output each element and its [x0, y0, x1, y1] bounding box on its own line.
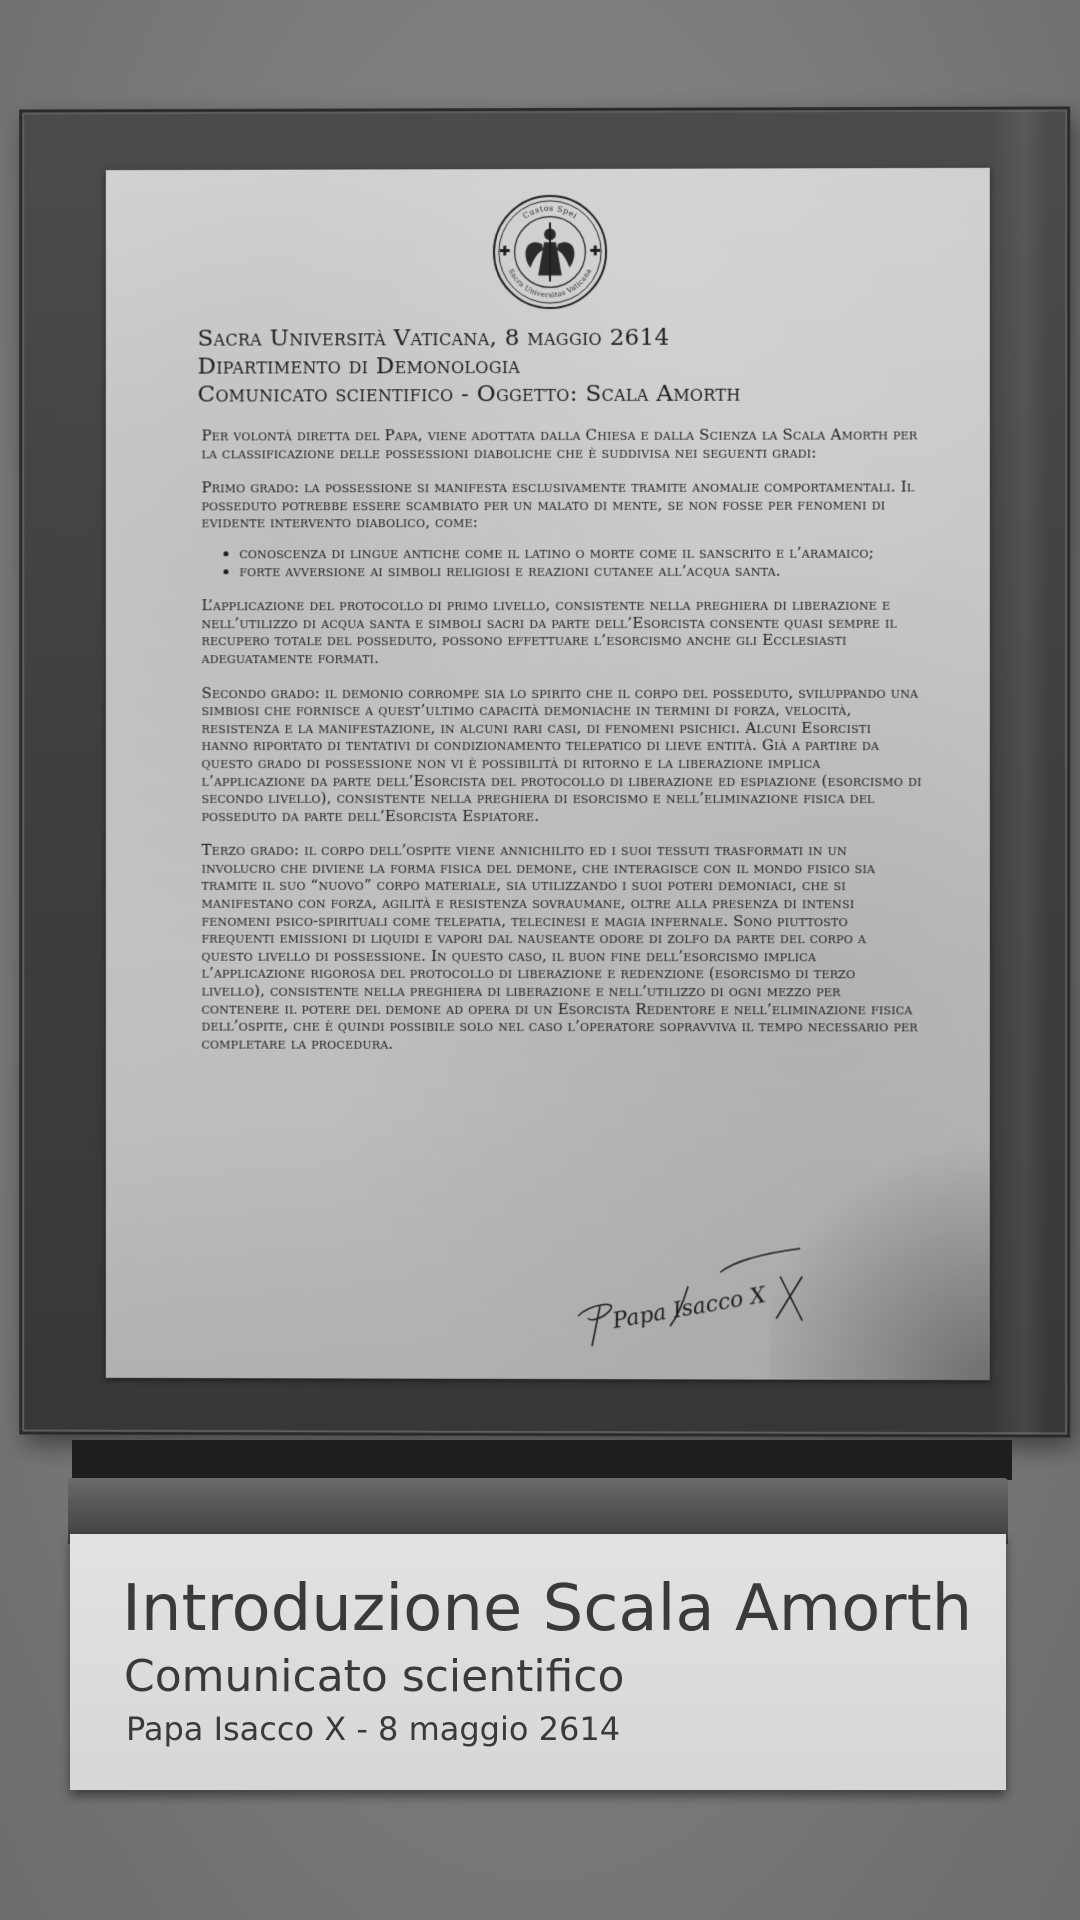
- angel-icon: [526, 222, 575, 281]
- header-line-university: Sacra Università Vaticana, 8 maggio 2614: [197, 324, 670, 352]
- svg-text:Custos Spei: [521, 204, 579, 221]
- grade3-paragraph: Terzo grado: il corpo dell’ospite viene annichilito ed i suoi tessuti trasformati in un involucro che diviene la forma fisica del demone, che interagisce con il mondo fisico sia tramite il suo “nuovo” corpo materiale, sia utilizzando i suoi poteri demoniaci, che si manifestano con forza, agilità e resistenza sovraumane, oltre alla presenza di intensi fenomeni psico-spirituali come telepatia, telecinesi e magia infernale. Sono piuttosto frequenti emissioni di liquidi e vapori dal nauseante odore di zolfo da parte del corpo a questo livello di possessione. In questo caso, il buon fine dell’esorcismo implica l’applicazione rigorosa del protocollo di liberazione e redenzione (esorcismo di terzo livello), consistente nella preghiera di liberazione e nell’utilizzo di ogni mezzo per contenere il potere del demone ad opera di un Esorcista Redentore e nell’eliminazione fisica dell’ospite, che è quindi possibile solo nel caso l’operatore sopravviva il tempo necessario per completare la procedura.: [201, 841, 918, 1053]
- vatican-seal: [491, 193, 609, 311]
- picture-frame: [19, 106, 1070, 1437]
- frame-glare: [989, 110, 1049, 1435]
- letter-body: [202, 426, 922, 1070]
- list-item: • forte avversione ai simboli religiosi e reazioni cutanee all’acqua santa.: [239, 562, 921, 580]
- plaque-subtitle: Comunicato scientifico: [124, 1651, 625, 1702]
- grade1-paragraph: Primo grado: la possessione si manifesta esclusivamente tramite anomalie comportamentali. Il posseduto potrebbe essere scambiato per un malato di mente, se non fosse per fenomeni di evidente intervento diabolico, come:: [201, 477, 915, 532]
- plaque-title: Introduzione Scala Amorth: [122, 1572, 973, 1646]
- document-paper: [106, 168, 990, 1380]
- list-item: • conoscenza di lingue antiche come il latino o morte come il sanscrito e l’aramaico;: [239, 545, 921, 563]
- header-line-department: Dipartimento di Demonologia: [197, 353, 521, 380]
- seal-text-bottom: Sacra Universitas Vaticana: [506, 267, 594, 300]
- header-line-subject: Comunicato scientifico - Oggetto: Scala Amorth: [197, 380, 741, 408]
- intro-paragraph: Per volontà diretta del Papa, viene adottata dalla Chiesa e dalla Scienza la Scala Amorth per la classificazione delle possessioni diaboliche che è suddivisa nei seguenti gradi:: [201, 425, 918, 463]
- grade1-protocol-paragraph: L’applicazione del protocollo di primo livello, consistente nella preghiera di liberazione e nell’utilizzo di acqua santa e simboli sacri da parte dell’Esorcista consente quasi sempre il recupero totale del posseduto, possono effettuare l’esorcismo anche gli Ecclesiasti adeguatamente formati.: [201, 595, 898, 668]
- plaque-shadow: [72, 1440, 1012, 1480]
- caption-plaque: [70, 1534, 1006, 1790]
- signature-text: Papa Isacco X: [610, 1282, 768, 1335]
- grade2-paragraph: Secondo grado: il demonio corrompe sia lo spirito che il corpo del posseduto, sviluppando una simbiosi che fornisce a quest’ultimo capacità demoniache in termini di forza, velocità, resistenza e la manifestazione, in alcuni rari casi, di fenomeni psichici. Alcuni Esorcisti hanno riportato di tentativi di condizionamento telepatico di lieve entità. Già a partire da questo grado di possessione non vi è possibilità di ritorno e la liberazione implica l’applicazione da parte dell’Esorcista del protocollo di liberazione ed espiazione (esorcismo di secondo livello), consistente nella preghiera di esorcismo e nell’eliminazione fisica del posseduto da parte dell’Esorcista Espiatore.: [201, 683, 922, 825]
- grade1-list: [202, 545, 922, 581]
- letter-header: [198, 323, 918, 408]
- signature: [570, 1246, 830, 1357]
- seal-text-top: Custos Spei: [521, 203, 580, 221]
- plaque-author-date: Papa Isacco X - 8 maggio 2614: [126, 1710, 621, 1748]
